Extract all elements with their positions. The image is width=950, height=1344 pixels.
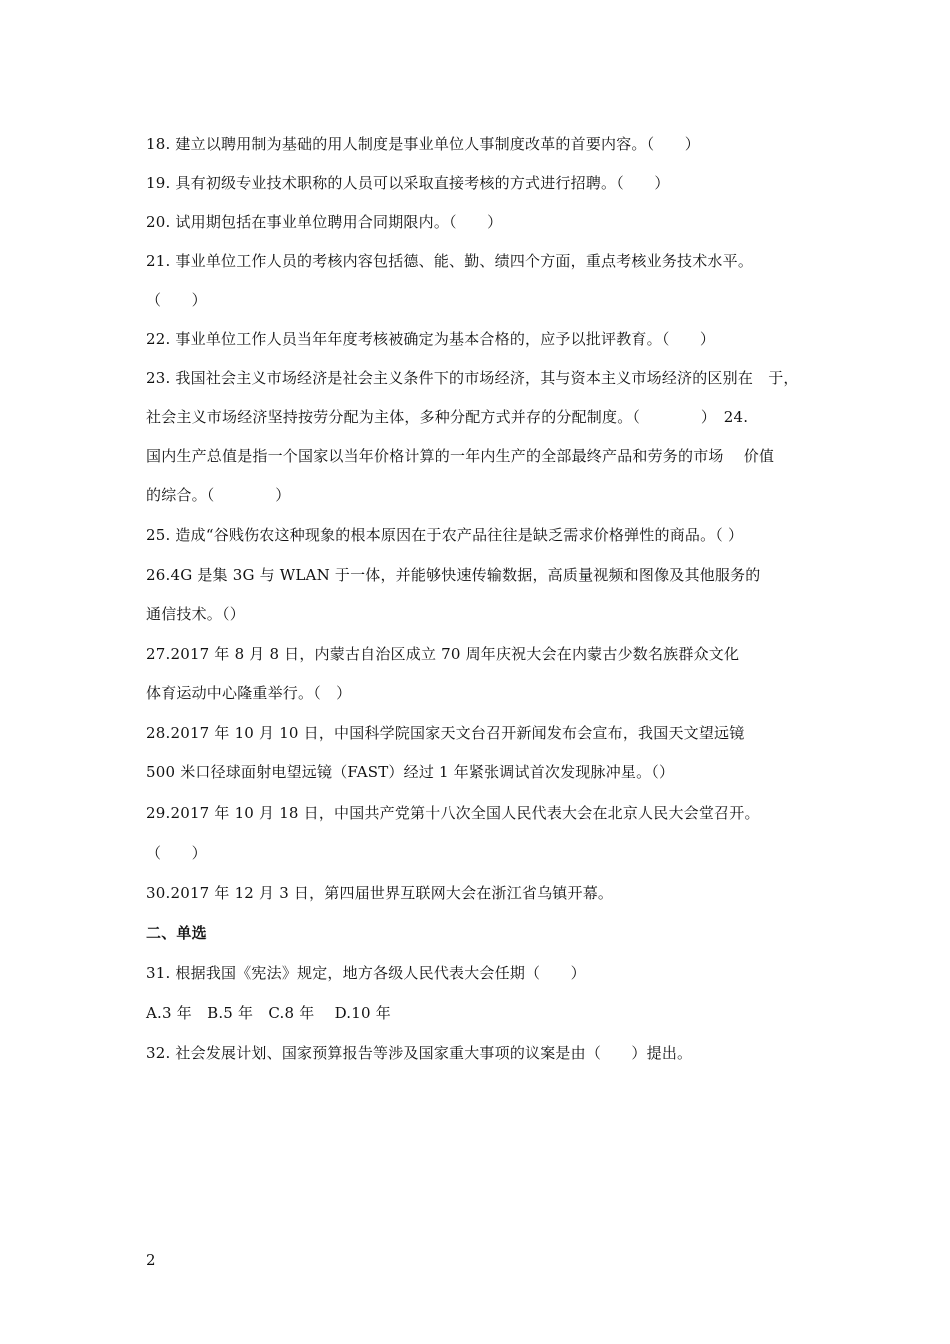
question-32: 32. 社会发展计划、国家预算报告等涉及国家重大事项的议案是由（ ）提出。 [146, 1044, 693, 1062]
question-21: 21. 事业单位工作人员的考核内容包括德、能、勤、绩四个方面，重点考核业务技术水平。 [146, 252, 754, 270]
question-27: 27.2017 年 8 月 8 日，内蒙古自治区成立 70 周年庆祝大会在内蒙古少数名族群众文化 [146, 645, 740, 663]
question-29: 29.2017 年 10 月 18 日，中国共产党第十八次全国人民代表大会在北京人民大会堂召开。 [146, 804, 760, 822]
question-20: 20. 试用期包括在事业单位聘用合同期限内。（ ） [146, 213, 503, 231]
question-31-options: A.3 年 B.5 年 C.8 年 D.10 年 [146, 1004, 391, 1022]
question-30: 30.2017 年 12 月 3 日，第四届世界互联网大会在浙江省乌镇开幕。 [146, 884, 614, 902]
section-heading: 二、单选 [146, 924, 207, 942]
question-25: 25. 造成“谷贱伤农这种现象的根本原因在于农产品往往是缺乏需求价格弹性的商品。（ ） [146, 526, 744, 544]
question-19: 19. 具有初级专业技术职称的人员可以采取直接考核的方式进行招聘。（ ） [146, 174, 670, 192]
question-18: 18. 建立以聘用制为基础的用人制度是事业单位人事制度改革的首要内容。（ ） [146, 135, 700, 153]
question-22: 22. 事业单位工作人员当年年度考核被确定为基本合格的，应予以批评教育。（ ） [146, 330, 716, 348]
question-28-cont: 500 米口径球面射电望远镜（FAST）经过 1 年紧张调试首次发现脉冲星。（） [146, 763, 675, 781]
question-24-cont: 的综合。（ ） [146, 486, 291, 504]
question-26-cont: 通信技术。（） [146, 605, 245, 623]
page-number: 2 [146, 1251, 156, 1269]
question-26: 26.4G 是集 3G 与 WLAN 于一体，并能够快速传输数据，高质量视频和图像及其他服务的 [146, 566, 761, 584]
question-21-answer: （ ） [146, 291, 207, 309]
question-28: 28.2017 年 10 月 10 日，中国科学院国家天文台召开新闻发布会宣布，我国天文望远镜 [146, 724, 745, 742]
question-24: 国内生产总值是指一个国家以当年价格计算的一年内生产的全部最终产品和劳务的市场 价值 [146, 447, 775, 465]
question-23-cont: 社会主义市场经济坚持按劳分配为主体，多种分配方式并存的分配制度。（ ） 24. [146, 408, 749, 426]
question-29-answer: （ ） [146, 844, 207, 862]
question-27-cont: 体育运动中心隆重举行。（ ） [146, 684, 352, 702]
question-31: 31. 根据我国《宪法》规定，地方各级人民代表大会任期（ ） [146, 964, 586, 982]
question-23: 23. 我国社会主义市场经济是社会主义条件下的市场经济，其与资本主义市场经济的区别在 于， [146, 369, 799, 387]
